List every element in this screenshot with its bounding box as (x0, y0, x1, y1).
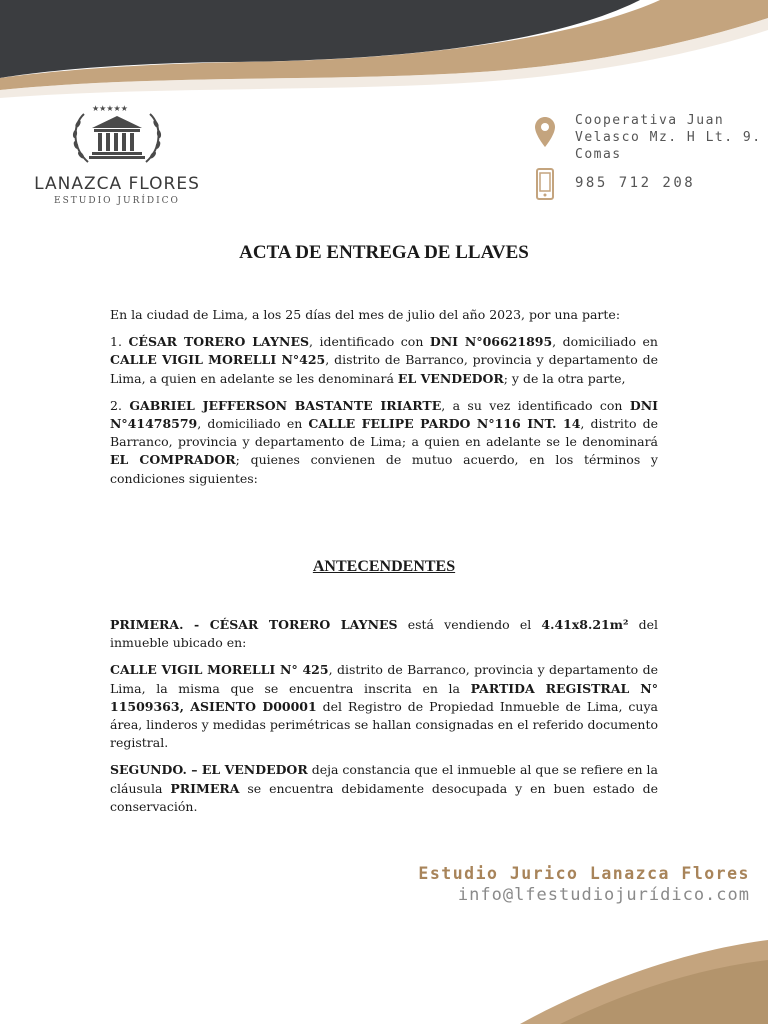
intro-paragraph: En la ciudad de Lima, a los 25 días del mes de julio del año 2023, por una parte: (110, 307, 621, 322)
phone-icon (536, 168, 554, 200)
location-pin-icon (534, 116, 556, 148)
footer-email[interactable]: info@lfestudiojurídico.com (457, 885, 750, 905)
svg-text:★★★★★: ★★★★★ (92, 104, 128, 113)
clause-primera-address: CALLE VIGIL MORELLI N° 425, distrito de Barranco, provincia y departamento de Lima, la misma que se encuentra inscrita en la PARTIDA REGISTRAL N° 11509363, ASIENTO D00001 del Registro de Propiedad Inmueble de Lima, cuya área, linderos y medidas perimétricas se hallan consignadas en el referido documento registral. (110, 662, 658, 751)
phone-text: 985 712 208 (575, 175, 696, 191)
logo-name: LANAZCA FLORES (34, 174, 200, 194)
party1-paragraph: 1. CÉSAR TORERO LAYNES, identificado con DNI N°06621895, domiciliado en CALLE VIGIL MORELLI N°425, distrito de Barranco, provincia y departamento de Lima, a quien en adelante se les denominará EL VENDEDOR; y de la otra parte, (110, 334, 659, 386)
clause-primera: PRIMERA. - CÉSAR TORERO LAYNES está vendiendo el 4.41x8.21m² del inmueble ubicado en: (110, 617, 659, 651)
footer (380, 864, 750, 905)
clause-segundo: SEGUNDO. – EL VENDEDOR deja constancia que el inmueble al que se refiere en la cláusula PRIMERA se encuentra debidamente desocupada y en buen estado de conservación. (110, 762, 659, 814)
courthouse-icon (62, 100, 172, 170)
address-text: Cooperativa Juan Velasco Mz. H Lt. 9. Comas (575, 113, 762, 162)
firm-logo (22, 100, 212, 212)
clauses-body (110, 616, 658, 825)
document-title: ACTA DE ENTREGA DE LLAVES (239, 242, 529, 263)
section-title: ANTECENDENTES (312, 558, 456, 575)
footer-firm-name: Estudio Jurico Lanazca Flores (418, 864, 750, 883)
party2-paragraph: 2. GABRIEL JEFFERSON BASTANTE IRIARTE, a su vez identificado con DNI N°41478579, domiciliado en CALLE FELIPE PARDO N°116 INT. 14, distrito de Barranco, provincia y departamento de Lima; a quien en adelante se le denominará EL COMPRADOR; quienes convienen de mutuo acuerdo, en los términos y condiciones siguientes: (110, 397, 658, 486)
document-body (110, 306, 658, 497)
logo-subtitle: ESTUDIO JURÍDICO (54, 196, 180, 206)
